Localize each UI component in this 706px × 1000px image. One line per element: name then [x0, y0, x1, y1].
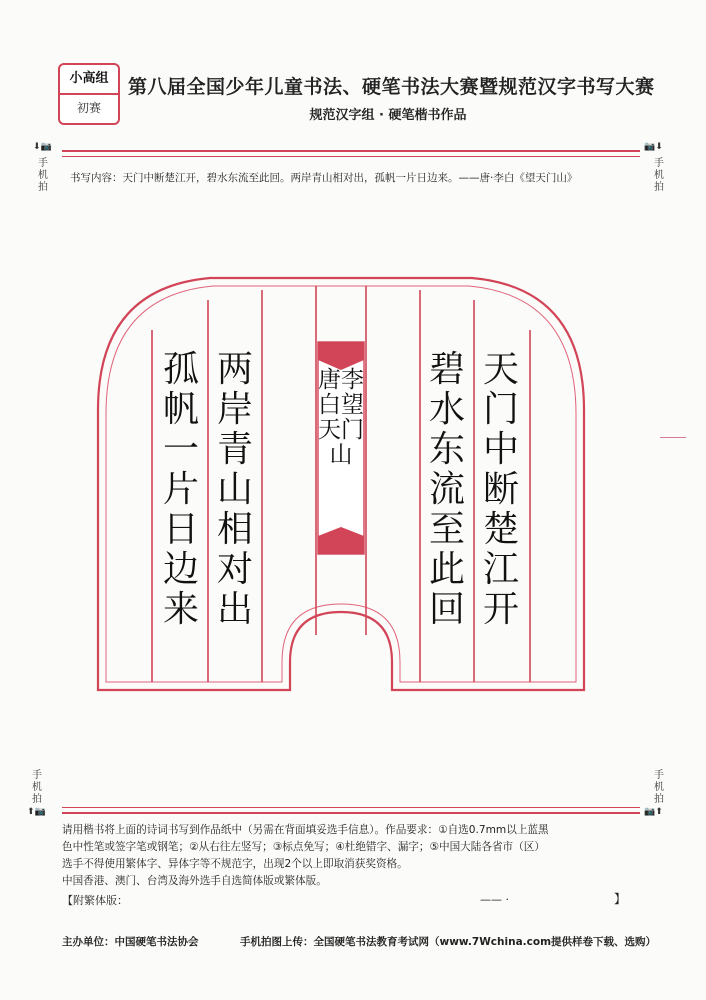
instruction-line: 请用楷书将上面的诗词书写到作品纸中（另需在背面填妥选手信息）。作品要求：①自选0.7mm以上蓝黑 [62, 824, 549, 836]
group-label: 小高组 [60, 65, 118, 95]
organizer: 主办单位：中国硬笔书法协会 [62, 936, 199, 948]
phone-label-top-left: 手机拍 [38, 158, 48, 193]
bottom-divider-thin [62, 807, 640, 808]
traditional-blank-mark: —— · [480, 893, 509, 906]
phone-label-bottom-left: 手机拍 [32, 770, 42, 805]
poem-column-1: 天门中断楚江开 [482, 349, 519, 630]
phone-label-bottom-right: 手机拍 [654, 770, 664, 805]
instruction-line: 选手不得使用繁体字、异体字等不规范字，出现2个以上即取消获奖资格。 [62, 858, 408, 870]
poem-column-4: 孤帆一片日边来 [162, 349, 199, 630]
camera-mark-bottom-left: ⬆📷 [27, 807, 46, 817]
page-title: 第八届全国少年儿童书法、硬笔书法大赛暨规范汉字书写大赛 [128, 76, 655, 98]
poem-column-2: 碧水东流至此回 [428, 349, 465, 630]
camera-mark-bottom-right: 📷⬆ [644, 807, 663, 817]
phone-label-top-right: 手机拍 [654, 158, 664, 193]
bottom-divider [62, 812, 640, 814]
poem-column-author-title: 唐李白望天门山 [318, 367, 364, 468]
upload-info: 手机拍图上传：全国硬笔书法教育考试网（www.7Wchina.com提供样卷下载、选购） [240, 936, 657, 948]
traditional-version-close: 】 [614, 892, 627, 906]
poem-column-3: 两岸青山相对出 [216, 349, 253, 630]
writing-content: 书写内容：天门中断楚江开，碧水东流至此回。两岸青山相对出，孤帆一片日边来。——唐·李白《望天门山》 [70, 172, 578, 184]
instruction-line: 色中性笔或签字笔或钢笔；②从右往左竖写；③标点免写；④杜绝错字、漏字；⑤中国大陆各省市（区） [62, 841, 545, 853]
traditional-version-label: 【附繁体版： [62, 894, 128, 907]
camera-mark-top-left: ⬇📷 [33, 142, 52, 152]
instructions [62, 822, 642, 890]
page-subtitle: 规范汉字组 · 硬笔楷书作品 [309, 108, 467, 123]
instruction-line: 中国香港、澳门、台湾及海外选手自选简体版或繁体版。 [62, 875, 327, 887]
stage-label: 初赛 [76, 101, 101, 115]
camera-mark-top-right: 📷⬇ [644, 142, 663, 152]
